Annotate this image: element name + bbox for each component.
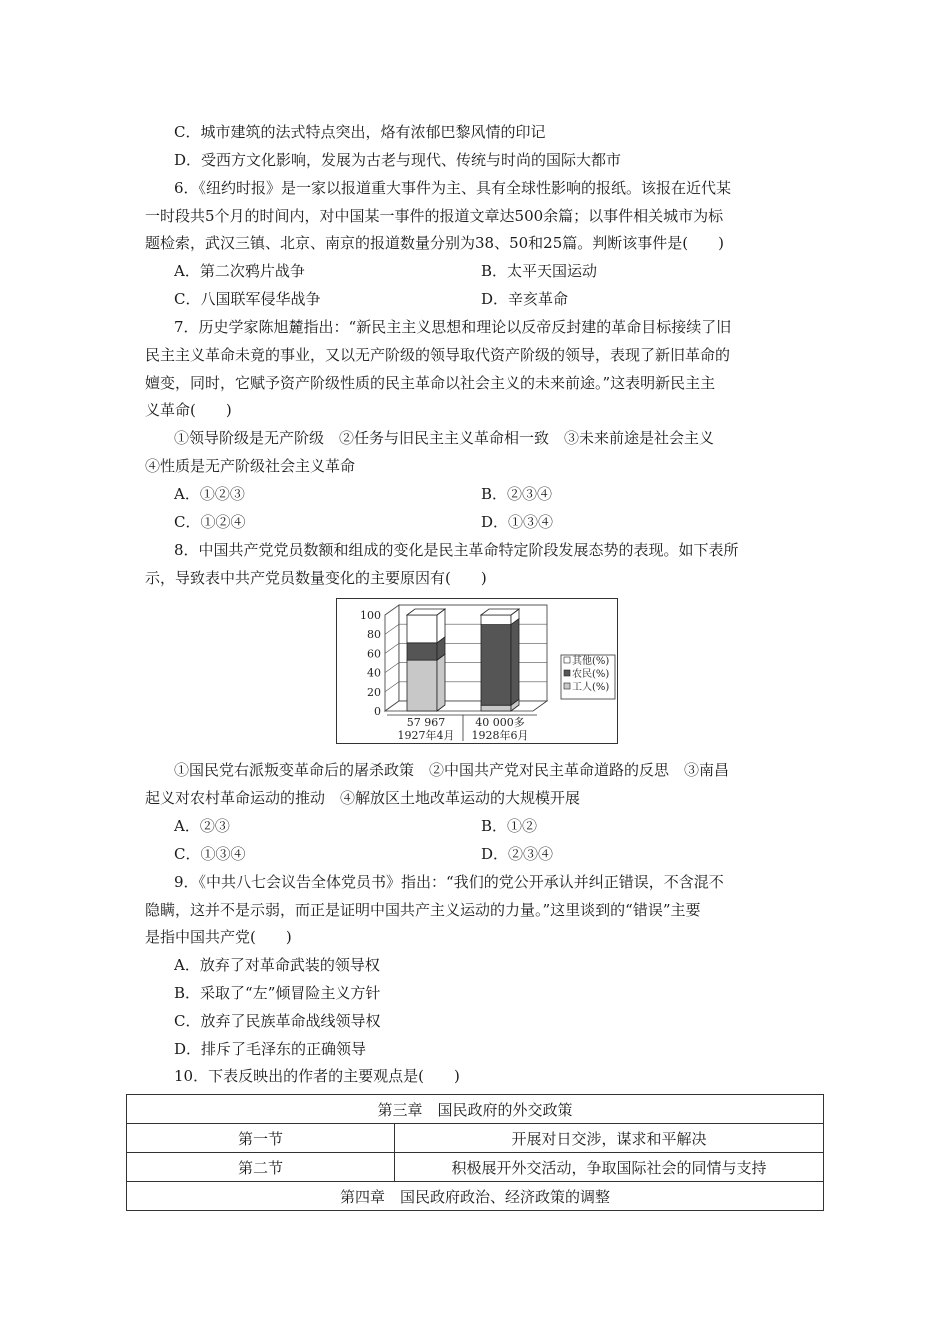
bar-segment (407, 643, 437, 660)
q6-option-a: A．第二次鸦片战争 (174, 262, 305, 280)
y-tick-label: 0 (374, 705, 381, 718)
q7-stem-line-2: 民主主义革命未竟的事业，又以无产阶级的领导取代资产阶级的领导，表现了新旧革命的 (145, 346, 731, 364)
section-content: 积极展开外交活动，争取国际社会的同情与支持 (395, 1153, 824, 1182)
chart-svg (337, 599, 617, 743)
q7-option-b: B．②③④ (481, 485, 553, 503)
legend-swatch (564, 657, 570, 663)
book-outline-table (126, 1094, 824, 1211)
bar-segment (407, 615, 437, 643)
q10-stem: 10．下表反映出的作者的主要观点是( ) (174, 1067, 460, 1085)
party-member-chart (336, 598, 618, 744)
x-tick-label: 1928年6月 (471, 729, 529, 742)
legend-label: 其他(%) (572, 656, 610, 667)
section-label: 第一节 (127, 1124, 395, 1153)
q6-option-b: B．太平天国运动 (481, 262, 598, 280)
y-tick-label: 40 (367, 666, 381, 680)
bar-segment-side (511, 619, 519, 706)
q8-option-b: B．①② (481, 817, 538, 835)
q9-stem-line-1: 9．《中共八七会议告全体党员书》指出：“我们的党公开承认并纠正错误，不含混不 (174, 873, 724, 891)
table-row (127, 1124, 824, 1153)
bar-segment (481, 615, 511, 625)
q8-stem-line-1: 8．中国共产党党员数额和组成的变化是民主革命特定阶段发展态势的表现。如下表所 (174, 541, 739, 559)
q6-stem-line-2: 一时段共5个月的时间内，对中国某一事件的报道文章达500余篇；以事件相关城市为标 (145, 207, 724, 225)
q8-option-c: C．①③④ (174, 845, 246, 863)
q8-stem-line-2: 示，导致表中共产党员数量变化的主要原因有( ) (145, 569, 487, 587)
chapter-3-title: 第三章 国民政府的外交政策 (127, 1095, 824, 1124)
q6-option-c: C．八国联军侵华战争 (174, 290, 321, 308)
bar-segment (407, 660, 437, 711)
chart-side-wall (385, 605, 399, 711)
q8-items-line-2: 起义对农村革命运动的推动 ④解放区土地改革运动的大规模开展 (145, 789, 581, 807)
q8-items-line-1: ①国民党右派叛变革命后的屠杀政策 ②中国共产党对民主革命道路的反思 ③南昌 (174, 761, 730, 779)
table-row (127, 1182, 824, 1211)
chapter-4-title: 第四章 国民政府政治、经济政策的调整 (127, 1182, 824, 1211)
q6-stem-line-3: 题检索，武汉三镇、北京、南京的报道数量分别为38、50和25篇。判断该事件是( ) (145, 234, 724, 252)
q7-items-line-1: ①领导阶级是无产阶级 ②任务与旧民主主义革命相一致 ③未来前途是社会主义 (174, 429, 715, 447)
q6-stem-line-1: 6．《纽约时报》是一家以报道重大事件为主、具有全球性影响的报纸。该报在近代某 (174, 179, 732, 197)
table-row (127, 1153, 824, 1182)
q9-stem-line-3: 是指中国共产党( ) (145, 928, 292, 946)
q9-option-b: B．采取了“左”倾冒险主义方针 (174, 984, 381, 1002)
q7-stem-line-4: 义革命( ) (145, 401, 232, 419)
section-label: 第二节 (127, 1153, 395, 1182)
bar-segment (481, 625, 511, 706)
q8-option-d: D．②③④ (481, 845, 554, 863)
q8-option-a: A．②③ (174, 817, 230, 835)
x-tick-label: 40 000多 (475, 716, 525, 729)
y-tick-label: 60 (367, 647, 381, 661)
legend-label: 工人(%) (572, 682, 610, 693)
y-tick-label: 100 (360, 609, 381, 622)
section-content: 开展对日交涉，谋求和平解决 (395, 1124, 824, 1153)
table-row (127, 1095, 824, 1124)
q6-option-d: D．辛亥革命 (481, 290, 569, 308)
q7-option-a: A．①②③ (174, 485, 245, 503)
legend-label: 农民(%) (572, 669, 610, 680)
q9-option-a: A．放弃了对革命武装的领导权 (174, 956, 380, 974)
q7-items-line-2: ④性质是无产阶级社会主义革命 (145, 457, 356, 475)
q5-option-d: D．受西方文化影响，发展为古老与现代、传统与时尚的国际大都市 (174, 151, 622, 169)
q9-option-d: D．排斥了毛泽东的正确领导 (174, 1040, 367, 1058)
q9-stem-line-2: 隐瞒，这并不是示弱，而正是证明中国共产主义运动的力量。”这里谈到的“错误”主要 (145, 901, 701, 919)
q7-option-c: C．①②④ (174, 513, 246, 531)
bar-segment (481, 705, 511, 711)
q9-option-c: C．放弃了民族革命战线领导权 (174, 1012, 381, 1030)
y-tick-label: 80 (367, 628, 381, 642)
q5-option-c: C．城市建筑的法式特点突出，烙有浓郁巴黎风情的印记 (174, 123, 546, 141)
x-tick-label: 57 967 (406, 716, 446, 729)
q7-stem-line-3: 嬗变，同时，它赋予资产阶级性质的民主革命以社会主义的未来前途。”这表明新民主主 (145, 374, 716, 392)
legend-swatch (564, 670, 570, 676)
q7-option-d: D．①③④ (481, 513, 554, 531)
legend-swatch (564, 683, 570, 689)
q7-stem-line-1: 7．历史学家陈旭麓指出：“新民主主义思想和理论以反帝反封建的革命目标接续了旧 (174, 318, 732, 336)
y-tick-label: 20 (367, 685, 381, 699)
x-tick-label: 1927年4月 (397, 729, 455, 742)
bar-segment-side (437, 654, 445, 711)
